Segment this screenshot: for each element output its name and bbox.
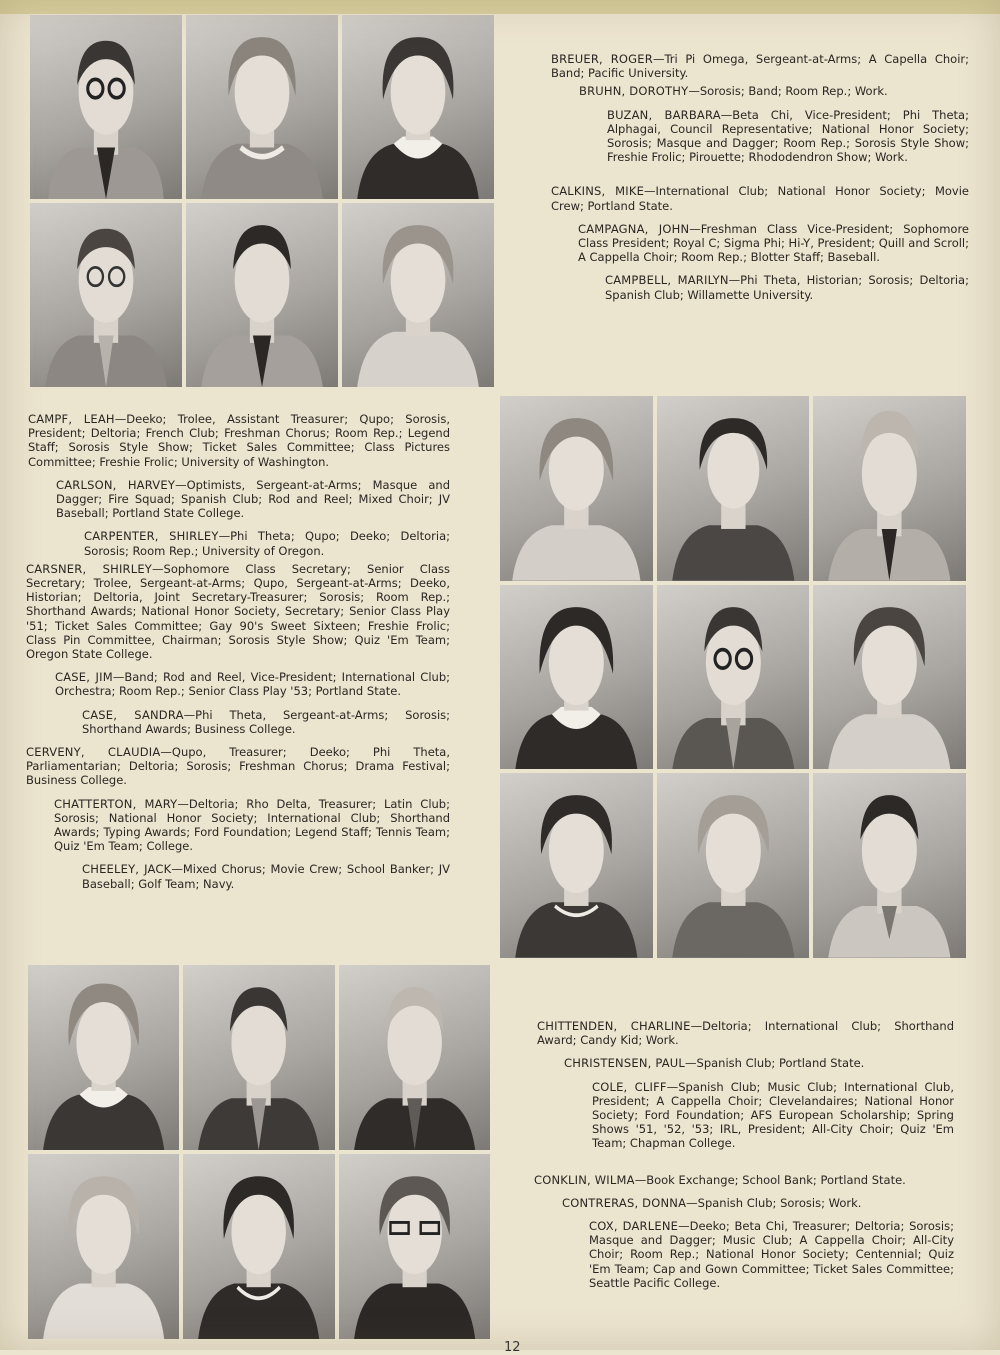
student-activities: Spanish Club; Music Club; International Club, President; A Cappella Choir; Clevelandaires; National Honor Society; Ford Foundation; AFS European Scholarship; Spring Shows '51, '52, '53; IRL, President; All-City Choir; Quiz 'Em Team; Chapman College.: [592, 1079, 954, 1151]
senior-entry: CONKLIN, WILMA—Book Exchange; School Bank; Portland State.: [534, 1172, 906, 1187]
portrait-photo: [28, 965, 179, 1150]
portrait-photo: [30, 203, 182, 387]
portrait-photo: [183, 1154, 334, 1339]
student-name: CHEELEY, JACK: [82, 862, 172, 877]
student-activities: International Club; National Honor Society; Movie Crew; Portland State.: [551, 184, 969, 213]
senior-entry: CAMPBELL, MARILYN—Phi Theta, Historian; Sorosis; Deltoria; Spanish Club; Willamette University.: [605, 273, 969, 302]
student-name: CHRISTENSEN, PAUL: [564, 1056, 686, 1071]
student-activities: Qupo, Treasurer; Deeko; Phi Theta, Parliamentarian; Deltoria; Sorosis; Freshman Chorus; Drama Festival; Business College.: [26, 745, 450, 788]
entries-bottom-right: [534, 1019, 954, 1299]
student-name: CERVENY, CLAUDIA: [26, 745, 161, 760]
senior-entry: COX, DARLENE—Deeko; Beta Chi, Treasurer; Deltoria; Sorosis; Masque and Dagger; Music Club; A Cappella Choir; All-City Choir; Room Rep.; National Honor Society; Centennial; Quiz 'Em Team; Cap and Gown Committee; Ticket Sales Committee; Seattle Pacific College.: [589, 1219, 954, 1290]
student-activities: Spanish Club; Portland State.: [696, 1056, 865, 1071]
student-activities: Beta Chi, Vice-President; Phi Theta; Alphagai, Council Representative; National Honor Society; Sorosis; Masque and Dagger; Room Rep.; Sorosis Style Show; Freshie Frolic; Pirouette; Rhododendron Show; Work.: [607, 107, 969, 165]
student-name: CASE, SANDRA: [82, 707, 184, 722]
portrait-photo: [500, 773, 653, 958]
portrait-photo: [339, 1154, 490, 1339]
portrait-photo: [657, 585, 810, 770]
student-activities: Phi Theta, Historian; Sorosis; Deltoria; Spanish Club; Willamette University.: [605, 273, 969, 302]
senior-entry: BRUHN, DOROTHY—Sorosis; Band; Room Rep.; Work.: [579, 84, 888, 99]
student-name: CASE, JIM: [55, 670, 113, 685]
student-activities: Book Exchange; School Bank; Portland State.: [646, 1172, 906, 1187]
student-name: COX, DARLENE: [589, 1219, 679, 1234]
portrait-photo: [342, 203, 494, 387]
senior-entry: CONTRERAS, DONNA—Spanish Club; Sorosis; Work.: [562, 1195, 862, 1210]
page-number: 12: [504, 1340, 521, 1355]
student-name: COLE, CLIFF: [592, 1079, 667, 1094]
student-name: CAMPF, LEAH: [28, 412, 115, 426]
senior-entry: CHRISTENSEN, PAUL—Spanish Club; Portland State.: [564, 1056, 865, 1071]
student-name: BREUER, ROGER: [551, 52, 653, 66]
student-activities: Deeko; Beta Chi, Treasurer; Deltoria; Sorosis; Masque and Dagger; Music Club; A Cappella Choir; All-City Choir; Room Rep.; National Honor Society; Centennial; Quiz 'Em Team; Cap and Gown Committee; Ticket Sales Committee; Seattle Pacific College.: [589, 1219, 954, 1290]
portrait-photo: [657, 773, 810, 958]
senior-entry: BREUER, ROGER—Tri Pi Omega, Sergeant-at-Arms; A Capella Choir; Band; Pacific University.: [551, 52, 969, 81]
senior-entry: BUZAN, BARBARA—Beta Chi, Vice-President; Phi Theta; Alphagai, Council Representative; National Honor Society; Sorosis; Masque and Dagger; Room Rep.; Sorosis Style Show; Freshie Frolic; Pirouette; Rhododendron Show; Work.: [607, 107, 969, 165]
student-activities: Deltoria; International Club; Shorthand Award; Candy Kid; Work.: [537, 1019, 954, 1048]
student-activities: Deeko; Trolee, Assistant Treasurer; Qupo; Sorosis, President; Deltoria; French Club; Freshman Chorus; Room Rep.; Legend Staff; Sorosis Style Show; Ticket Sales Committee; Class Pictures Committee; Freshie Frolic; University of Washington.: [28, 412, 450, 469]
student-activities: Mixed Chorus; Movie Crew; School Banker; JV Baseball; Golf Team; Navy.: [82, 862, 450, 891]
entries-middle-left: [28, 412, 450, 900]
student-activities: Sorosis; Band; Room Rep.; Work.: [699, 84, 888, 99]
portrait-photo: [657, 396, 810, 581]
student-name: CARSNER, SHIRLEY: [26, 561, 153, 576]
senior-entry: CALKINS, MIKE—International Club; National Honor Society; Movie Crew; Portland State.: [551, 184, 969, 213]
student-name: CARPENTER, SHIRLEY: [84, 529, 219, 544]
senior-entry: CARLSON, HARVEY—Optimists, Sergeant-at-Arms; Masque and Dagger; Fire Squad; Spanish Club; Rod and Reel; Mixed Choir; JV Baseball; Portland State College.: [56, 477, 451, 521]
student-name: BUZAN, BARBARA: [607, 107, 721, 122]
photo-grid-bottom: [28, 965, 490, 1339]
student-activities: Optimists, Sergeant-at-Arms; Masque and Dagger; Fire Squad; Spanish Club; Rod and Reel; Mixed Choir; JV Baseball; Portland State College.: [56, 477, 451, 521]
portrait-photo: [342, 15, 494, 199]
student-activities: Phi Theta; Qupo; Deeko; Deltoria; Sorosis; Room Rep.; University of Oregon.: [84, 529, 450, 558]
entries-top-right: [551, 52, 969, 311]
portrait-photo: [500, 396, 653, 581]
portrait-photo: [186, 203, 338, 387]
portrait-photo: [500, 585, 653, 770]
student-name: CAMPAGNA, JOHN: [578, 221, 690, 236]
student-activities: Spanish Club; Sorosis; Work.: [697, 1195, 862, 1210]
student-activities: Band; Rod and Reel, Vice-President; International Club; Orchestra; Room Rep.; Senior Class Play '53; Portland State.: [55, 670, 450, 699]
student-name: BRUHN, DOROTHY: [579, 84, 689, 99]
senior-entry: CASE, SANDRA—Phi Theta, Sergeant-at-Arms; Sorosis; Shorthand Awards; Business College.: [82, 707, 451, 736]
photo-grid-top: [30, 15, 494, 387]
senior-entry: CARSNER, SHIRLEY—Sophomore Class Secretary; Senior Class Secretary; Trolee, Sergeant-at-Arms; Qupo, Sergeant-at-Arms; Deeko, Historian; Deltoria, Joint Secretary-Treasurer; Sorosis; Room Rep.; Shorthand Awards; National Honor Society, Secretary; Senior Class Play '51; Ticket Sales Committee; Gay 90's Sweet Sixteen; Freshie Frolic; Class Pin Committee, Chairman; Sorosis Style Show; Quiz 'Em Team; Oregon State College.: [26, 561, 450, 662]
portrait-photo: [28, 1154, 179, 1339]
student-activities: Sophomore Class Secretary; Senior Class Secretary; Trolee, Sergeant-at-Arms; Qupo, Sergeant-at-Arms; Deeko, Historian; Deltoria, Joint Secretary-Treasurer; Sorosis; Room Rep.; Shorthand Awards; National Honor Society, Secretary; Senior Class Play '51; Ticket Sales Committee; Gay 90's Sweet Sixteen; Freshie Frolic; Class Pin Committee, Chairman; Sorosis Style Show; Quiz 'Em Team; Oregon State College.: [26, 561, 450, 662]
portrait-photo: [186, 15, 338, 199]
portrait-photo: [183, 965, 334, 1150]
senior-entry: CHATTERTON, MARY—Deltoria; Rho Delta, Treasurer; Latin Club; Sorosis; National Honor Society; International Club; Shorthand Awards; Typing Awards; Ford Foundation; Legend Staff; Tennis Team; Quiz 'Em Team; College.: [54, 796, 450, 854]
student-activities: Deltoria; Rho Delta, Treasurer; Latin Club; Sorosis; National Honor Society; International Club; Shorthand Awards; Typing Awards; Ford Foundation; Legend Staff; Tennis Team; Quiz 'Em Team; College.: [54, 796, 450, 854]
page-top-band: [0, 0, 1000, 14]
portrait-photo: [339, 965, 490, 1150]
portrait-photo: [813, 773, 966, 958]
student-activities: Phi Theta, Sergeant-at-Arms; Sorosis; Shorthand Awards; Business College.: [82, 707, 451, 736]
student-name: CONKLIN, WILMA: [534, 1172, 635, 1187]
student-name: CHITTENDEN, CHARLINE: [537, 1019, 691, 1033]
portrait-photo: [813, 396, 966, 581]
student-name: CHATTERTON, MARY: [54, 796, 178, 811]
portrait-photo: [813, 585, 966, 770]
student-activities: Freshman Class Vice-President; Sophomore Class President; Royal C; Sigma Phi; Hi-Y, President; Quill and Scroll; A Cappella Choir; Room Rep.; Blotter Staff; Baseball.: [578, 221, 969, 265]
senior-entry: CHITTENDEN, CHARLINE—Deltoria; International Club; Shorthand Award; Candy Kid; Work.: [537, 1019, 954, 1048]
senior-entry: CHEELEY, JACK—Mixed Chorus; Movie Crew; School Banker; JV Baseball; Golf Team; Navy.: [82, 862, 450, 891]
senior-entry: CERVENY, CLAUDIA—Qupo, Treasurer; Deeko; Phi Theta, Parliamentarian; Deltoria; Sorosis; Freshman Chorus; Drama Festival; Business College.: [26, 745, 450, 788]
senior-entry: CAMPF, LEAH—Deeko; Trolee, Assistant Treasurer; Qupo; Sorosis, President; Deltoria; French Club; Freshman Chorus; Room Rep.; Legend Staff; Sorosis Style Show; Ticket Sales Committee; Class Pictures Committee; Freshie Frolic; University of Washington.: [28, 412, 450, 469]
student-name: CAMPBELL, MARILYN: [605, 273, 729, 288]
senior-entry: CASE, JIM—Band; Rod and Reel, Vice-President; International Club; Orchestra; Room Rep.; Senior Class Play '53; Portland State.: [55, 670, 450, 699]
student-name: CARLSON, HARVEY: [56, 477, 176, 492]
portrait-photo: [30, 15, 182, 199]
student-activities: Tri Pi Omega, Sergeant-at-Arms; A Capella Choir; Band; Pacific University.: [551, 52, 969, 81]
senior-entry: CARPENTER, SHIRLEY—Phi Theta; Qupo; Deeko; Deltoria; Sorosis; Room Rep.; University of Oregon.: [84, 529, 450, 558]
photo-grid-middle: [500, 396, 966, 958]
senior-entry: CAMPAGNA, JOHN—Freshman Class Vice-President; Sophomore Class President; Royal C; Sigma Phi; Hi-Y, President; Quill and Scroll; A Cappella Choir; Room Rep.; Blotter Staff; Baseball.: [578, 221, 969, 265]
student-name: CALKINS, MIKE: [551, 184, 645, 199]
student-name: CONTRERAS, DONNA: [562, 1195, 687, 1210]
senior-entry: COLE, CLIFF—Spanish Club; Music Club; International Club, President; A Cappella Choir; Clevelandaires; National Honor Society; Ford Foundation; AFS European Scholarship; Spring Shows '51, '52, '53; IRL, President; All-City Choir; Quiz 'Em Team; Chapman College.: [592, 1079, 954, 1151]
